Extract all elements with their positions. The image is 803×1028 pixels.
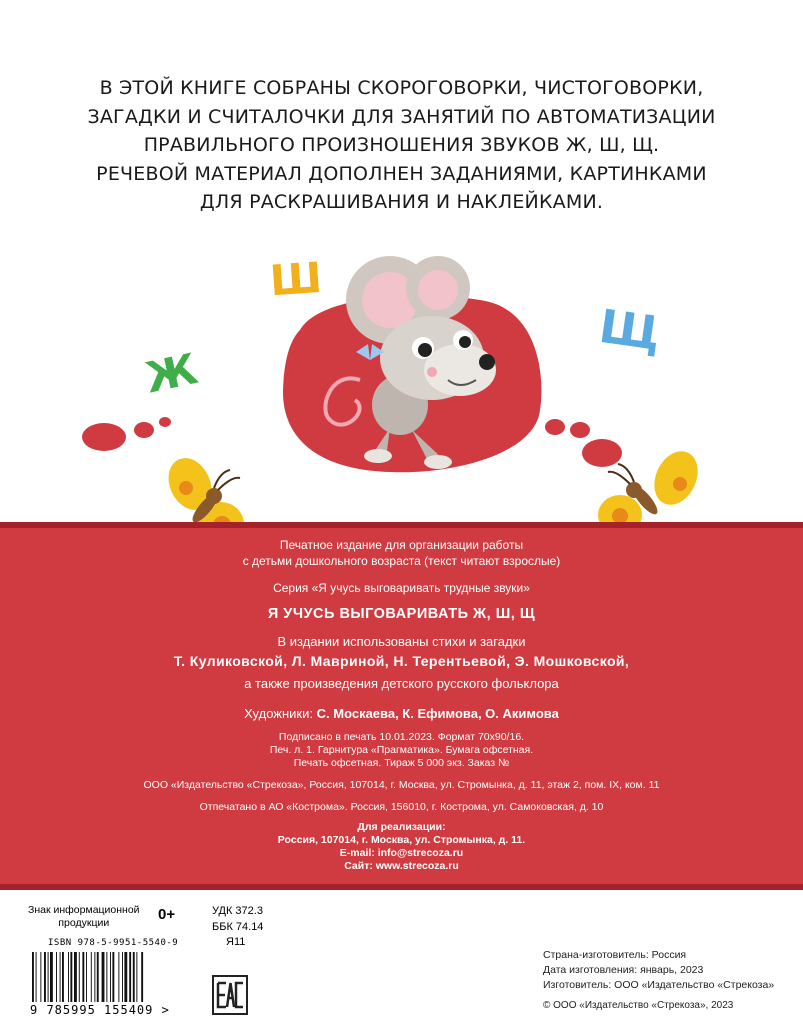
barcode-bar: [48, 952, 49, 1002]
intro-line: РЕЧЕВОЙ МАТЕРИАЛ ДОПОЛНЕН ЗАДАНИЯМИ, КАРТИНКАМИ: [96, 162, 707, 185]
udk-line: УДК 372.3: [212, 905, 263, 917]
manufacturer-line: Дата изготовления: январь, 2023: [543, 964, 704, 976]
barcode-bar: [40, 952, 41, 1002]
ean-digits: 9 785995 155409 >: [30, 1003, 170, 1017]
author-mark: Я11: [226, 936, 246, 948]
barcode-bar: [70, 952, 72, 1002]
manufacturer-line: Страна-изготовитель: Россия: [543, 949, 687, 961]
manufacturer-info: [543, 948, 774, 993]
book-title: Я УЧУСЬ ВЫГОВАРИВАТЬ Ж, Ш, Щ: [267, 606, 536, 622]
barcode-bar: [50, 952, 53, 1002]
letter-sh: Ш: [268, 252, 324, 306]
series-line: Серия «Я учусь выговаривать трудные звуки»: [273, 581, 530, 595]
sales-line: Сайт: www.strecoza.ru: [344, 860, 459, 872]
barcode-bar: [129, 952, 131, 1002]
eac-mark-icon: [212, 975, 248, 1015]
barcode-bar: [118, 952, 119, 1002]
red-spot: [134, 422, 154, 438]
barcode-bar: [112, 952, 114, 1002]
artists-line: [0, 706, 803, 721]
barcode-bar: [136, 952, 137, 1002]
purpose-line: Печатное издание для организации работы: [279, 538, 524, 552]
red-spot: [582, 439, 622, 467]
barcode-bar: [60, 952, 61, 1002]
artists-names: С. Москаева, К. Ефимова, О. Акимова: [316, 706, 559, 721]
sales-line: Для реализации:: [357, 821, 446, 833]
bbk-line: ББК 74.14: [212, 920, 264, 933]
folklore-line: а также произведения детского русского фольклора: [244, 676, 559, 691]
barcode-bar: [141, 952, 143, 1002]
barcode-bar: [36, 952, 37, 1002]
purpose-line: с детьми дошкольного возраста (текст читают взрослые): [242, 554, 561, 568]
red-spot: [570, 422, 590, 438]
print-line: Печ. л. 1. Гарнитура «Прагматика». Бумага офсетная.: [269, 744, 534, 756]
barcode-bar: [124, 952, 127, 1002]
authors-line: Т. Куликовской, Л. Мавриной, Н. Терентьевой, Э. Мошковской,: [173, 653, 630, 669]
intro-line: ЗАГАДКИ И СЧИТАЛОЧКИ ДЛЯ ЗАНЯТИЙ ПО АВТОМАТИЗАЦИИ: [87, 105, 716, 128]
letter-shch: Щ: [595, 298, 664, 361]
barcode-bar: [94, 952, 95, 1002]
barcode-bar: [82, 952, 84, 1002]
barcode: [30, 952, 180, 1002]
barcode-bar: [74, 952, 77, 1002]
mouse-illustration: [0, 240, 803, 560]
barcode-bar: [91, 952, 92, 1002]
barcode-bar: [32, 952, 34, 1002]
barcode-bar: [102, 952, 105, 1002]
imprint-panel: [0, 522, 803, 890]
isbn-text: ISBN 978-5-9951-5540-9: [48, 938, 179, 948]
poems-intro: В издании использованы стихи и загадки: [277, 634, 526, 649]
info-product-sign: [28, 904, 140, 930]
intro-line: В ЭТОЙ КНИГЕ СОБРАНЫ СКОРОГОВОРКИ, ЧИСТОГОВОРКИ,: [99, 77, 704, 99]
info-sign-line: продукции: [58, 917, 110, 929]
barcode-bar: [106, 952, 107, 1002]
barcode-bar: [44, 952, 46, 1002]
barcode-bar: [56, 952, 57, 1002]
intro-line: ДЛЯ РАСКРАШИВАНИЯ И НАКЛЕЙКАМИ.: [199, 191, 604, 213]
print-line: Подписано в печать 10.01.2023. Формат 70х90/16.: [278, 731, 525, 743]
letter-zh: Ж: [141, 343, 202, 403]
info-sign-line: Знак информационной: [28, 904, 140, 916]
barcode-bar: [86, 952, 87, 1002]
copyright-line: © ООО «Издательство «Стрекоза», 2023: [543, 1000, 734, 1011]
red-spot: [159, 417, 171, 427]
age-rating: 0+: [158, 906, 176, 923]
barcode-bar: [68, 952, 69, 1002]
red-spot: [82, 423, 126, 451]
barcode-bar: [97, 952, 99, 1002]
red-spot: [545, 419, 565, 435]
barcode-bar: [122, 952, 123, 1002]
intro-line: ПРАВИЛЬНОГО ПРОИЗНОШЕНИЯ ЗВУКОВ Ж, Ш, Щ.: [143, 134, 660, 156]
printer-line: Отпечатано в АО «Кострома». Россия, 156010, г. Кострома, ул. Самоковская, д. 10: [199, 801, 604, 813]
udk-codes: [212, 904, 263, 951]
sales-line: Россия, 107014, г. Москва, ул. Стромынка, д. 11.: [277, 834, 526, 846]
barcode-bar: [110, 952, 111, 1002]
barcode-bar: [62, 952, 64, 1002]
artists-label: Художники:: [244, 706, 313, 721]
publisher-line: ООО «Издательство «Стрекоза», Россия, 107014, г. Москва, ул. Стромынка, д. 11, этаж 2, пом. IX, ком. 11: [143, 779, 660, 791]
manufacturer-line: Изготовитель: ООО «Издательство «Стрекоза»: [543, 979, 775, 991]
barcode-bar: [133, 952, 135, 1002]
sales-line: E-mail: info@strecoza.ru: [339, 847, 464, 859]
intro-text: [40, 74, 763, 217]
print-line: Печать офсетная. Тираж 5 000 экз. Заказ №: [293, 757, 510, 769]
barcode-bar: [79, 952, 80, 1002]
